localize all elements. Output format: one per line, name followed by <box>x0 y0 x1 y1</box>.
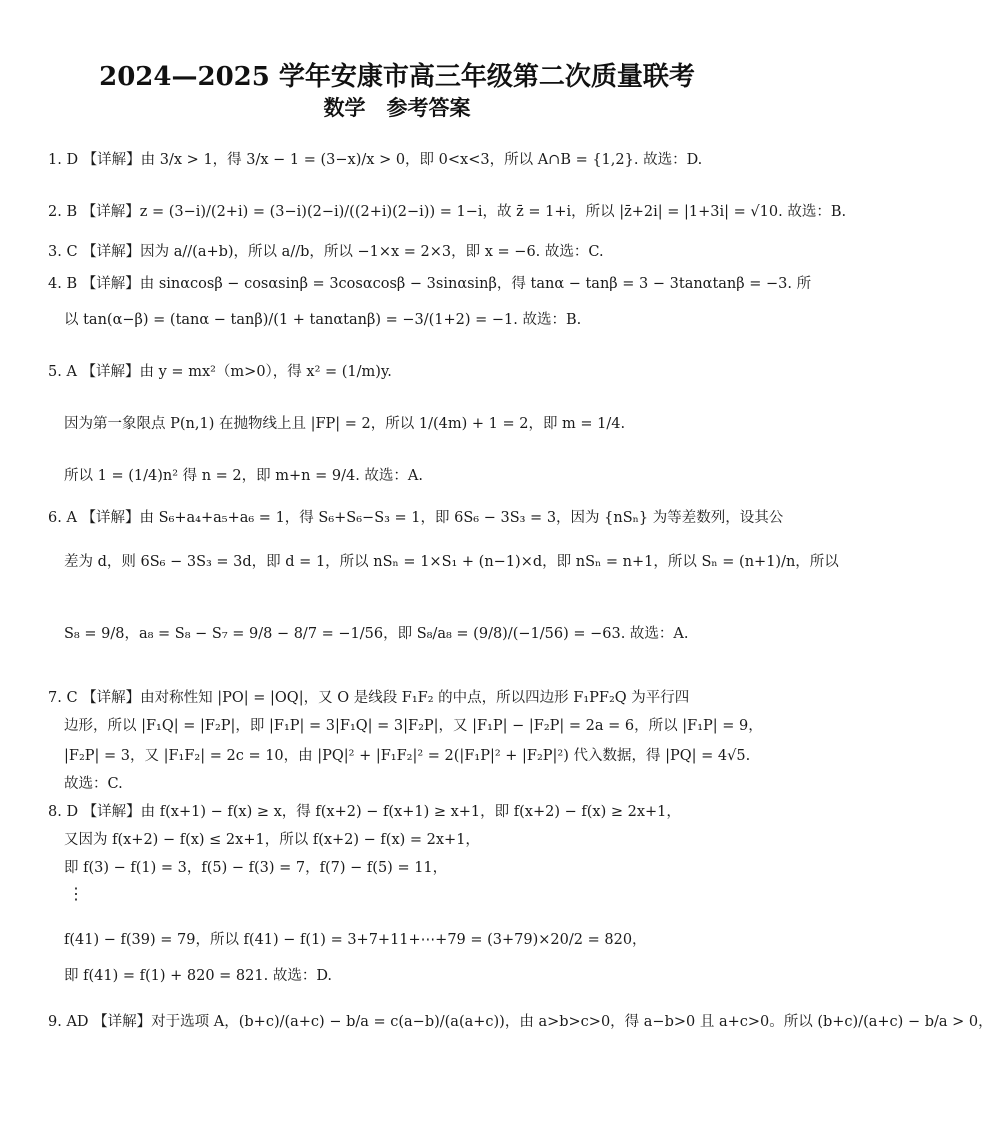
document-title: 2024—2025 学年安康市高三年级第二次质量联考 <box>99 62 695 92</box>
answer-5-line-1: 5. A 【详解】由 y = mx²（m>0），得 x² = (1/m)y. <box>48 364 392 380</box>
answer-8-line-5: 即 f(41) = f(1) + 820 = 821. 故选：D. <box>64 968 333 984</box>
answer-9-line-1: 9. AD 【详解】对于选项 A，(b+c)/(a+c) − b/a = c(a−b)/(a(a+c))，由 a>b>c>0，得 a−b>0 且 a+c>0。所以 (b+c)/(a+c) − b/a > 0， <box>48 1014 993 1030</box>
answer-7-line-1: 7. C 【详解】由对称性知 |PO| = |OQ|，又 O 是线段 F₁F₂ 的中点，所以四边形 F₁PF₂Q 为平行四 <box>48 690 690 706</box>
answer-7-line-4: 故选：C. <box>64 776 123 792</box>
answer-2-line-1: 2. B 【详解】z = (3−i)/(2+i) = (3−i)(2−i)/((2+i)(2−i)) = 1−i，故 z̄ = 1+i，所以 |z̄+2i| = |1+3i| = √10. 故选：B. <box>48 204 847 220</box>
answer-4-line-1: 4. B 【详解】由 sinαcosβ − cosαsinβ = 3cosαcosβ − 3sinαsinβ，得 tanα − tanβ = 3 − 3tanαtanβ = −3. 所 <box>48 276 812 292</box>
answer-8-line-3: 即 f(3) − f(1) = 3，f(5) − f(3) = 7，f(7) − f(5) = 11， <box>64 860 448 876</box>
answer-4-line-2: 以 tan(α−β) = (tanα − tanβ)/(1 + tanαtanβ) = −3/(1+2) = −1. 故选：B. <box>64 312 582 328</box>
answer-6-line-1: 6. A 【详解】由 S₆+a₄+a₅+a₆ = 1，得 S₆+S₆−S₃ = 1，即 6S₆ − 3S₃ = 3，因为 {nSₙ} 为等差数列，设其公 <box>48 510 784 526</box>
answer-7-line-3: |F₂P| = 3，又 |F₁F₂| = 2c = 10，由 |PQ|² + |F₁F₂|² = 2(|F₁P|² + |F₂P|²) 代入数据，得 |PQ| = 4√5. <box>64 748 751 764</box>
answer-5-line-2: 因为第一象限点 P(n,1) 在抛物线上且 |FP| = 2，所以 1/(4m) + 1 = 2，即 m = 1/4. <box>64 416 626 432</box>
answer-1-line-1: 1. D 【详解】由 3/x > 1，得 3/x − 1 = (3−x)/x > 0，即 0<x<3，所以 A∩B = {1,2}. 故选：D. <box>48 152 703 168</box>
answer-7-line-2: 边形，所以 |F₁Q| = |F₂P|，即 |F₁P| = 3|F₁Q| = 3|F₂P|，又 |F₁P| − |F₂P| = 2a = 6，所以 |F₁P| = 9， <box>64 718 763 734</box>
answer-8-line-4: f(41) − f(39) = 79，所以 f(41) − f(1) = 3+7+11+⋯+79 = (3+79)×20/2 = 820， <box>64 932 647 948</box>
answer-3-line-1: 3. C 【详解】因为 a//(a+b)，所以 a//b，所以 −1×x = 2×3，即 x = −6. 故选：C. <box>48 244 604 260</box>
answer-8-line-1: 8. D 【详解】由 f(x+1) − f(x) ≥ x，得 f(x+2) − f(x+1) ≥ x+1，即 f(x+2) − f(x) ≥ 2x+1， <box>48 804 681 820</box>
ellipsis-mark: ⋮ <box>68 884 84 903</box>
answer-6-line-2: 差为 d，则 6S₆ − 3S₃ = 3d，即 d = 1，所以 nSₙ = 1×S₁ + (n−1)×d，即 nSₙ = n+1，所以 Sₙ = (n+1)/n，所以 <box>64 554 839 570</box>
answer-8-line-2: 又因为 f(x+2) − f(x) ≤ 2x+1，所以 f(x+2) − f(x) = 2x+1， <box>64 832 480 848</box>
answer-5-line-3: 所以 1 = (1/4)n² 得 n = 2，即 m+n = 9/4. 故选：A. <box>64 468 424 484</box>
answer-6-line-3: S₈ = 9/8，a₈ = S₈ − S₇ = 9/8 − 8/7 = −1/56，即 S₈/a₈ = (9/8)/(−1/56) = −63. 故选：A. <box>64 626 689 642</box>
document-subtitle: 数学 参考答案 <box>323 95 471 120</box>
